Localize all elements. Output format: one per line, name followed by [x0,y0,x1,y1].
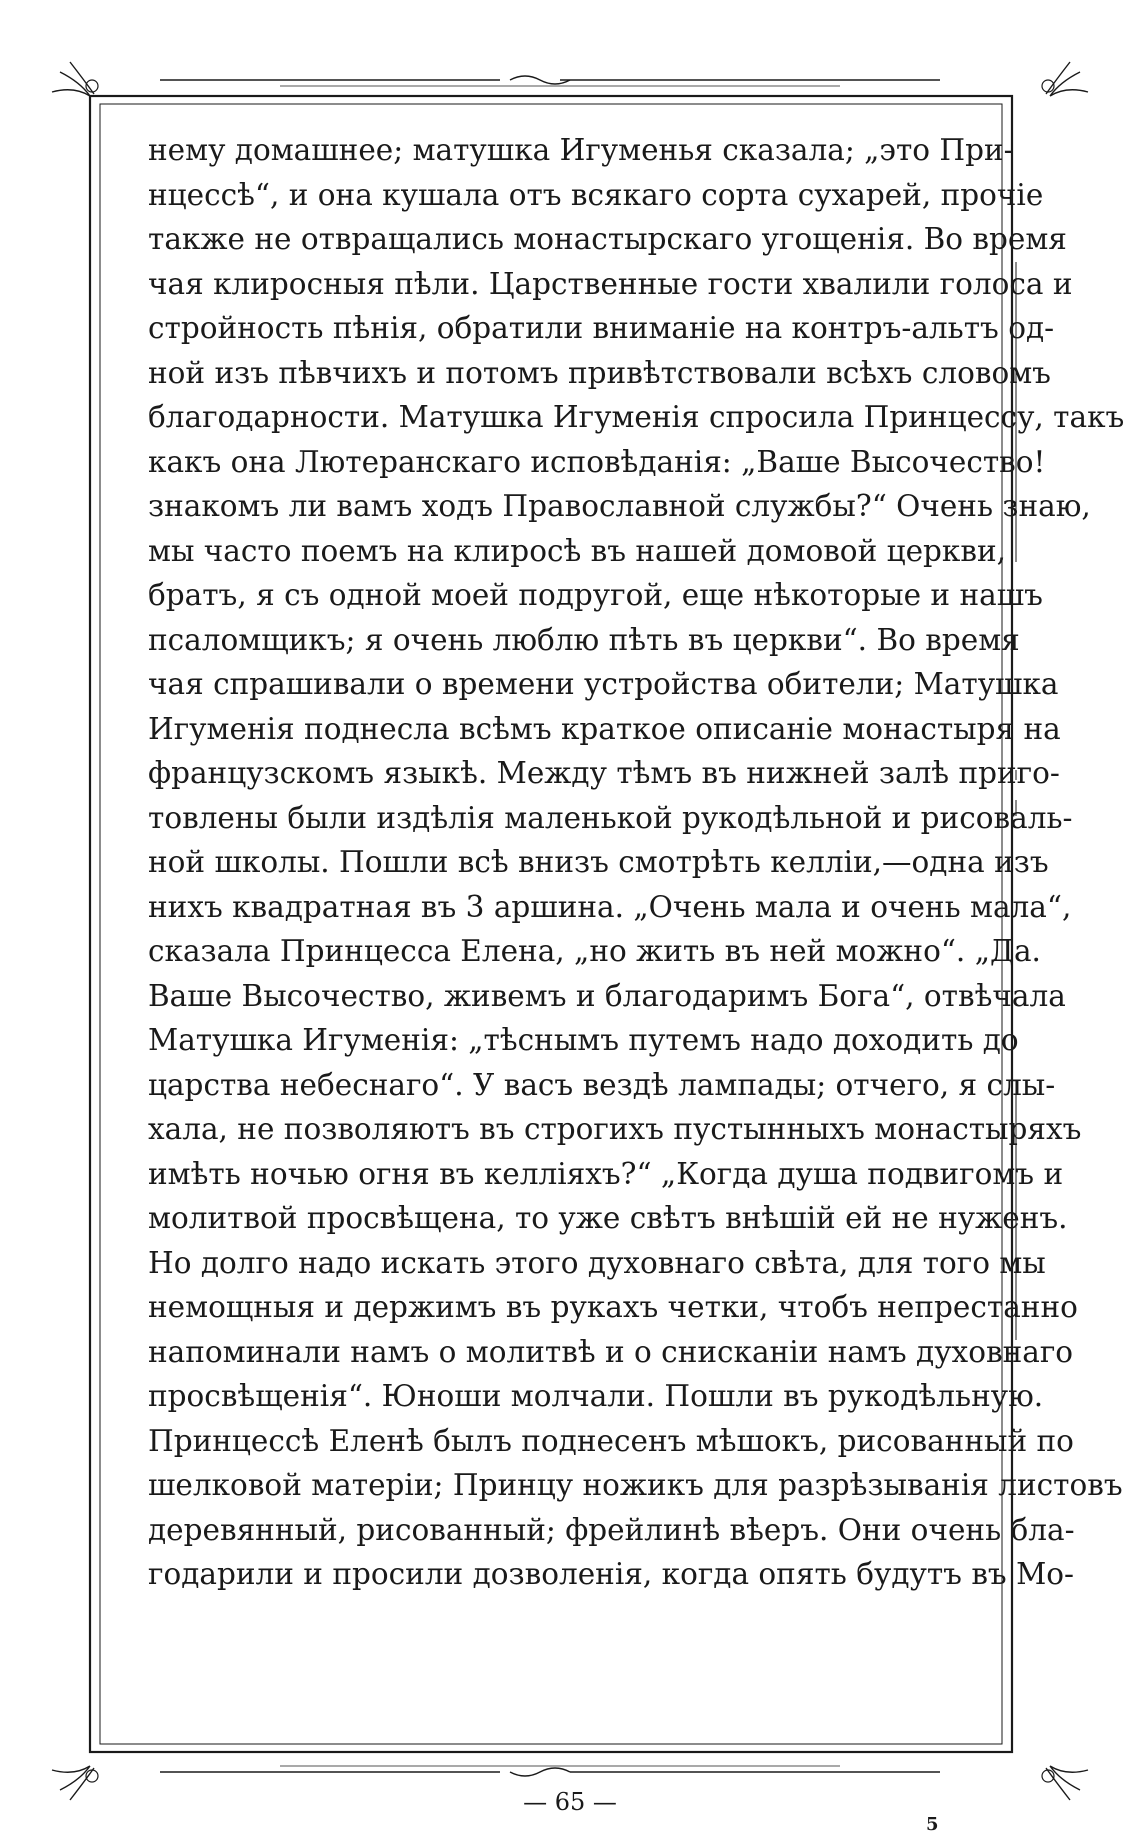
text-line: годарили и просили дозволенiя, когда опять будутъ въ Мо- [148,1557,1075,1591]
text-line: Принцессѣ Еленѣ былъ поднесенъ мѣшокъ, рисованный по [148,1423,1074,1458]
text-line: чая клиросныя пѣли. Царственные гости хвалили голоса и [148,266,1073,301]
text-line: благодарности. Матушка Игуменiя спросила Принцессу, такъ [148,400,1125,434]
text-line: французскомъ языкѣ. Между тѣмъ въ нижней залѣ приго- [148,756,1060,790]
body-text [148,128,1125,1597]
text-line: какъ она Лютеранскаго исповѣданiя: „Ваше Высочество! [148,444,1046,479]
text-line: нему домашнее; матушка Игуменья сказала; „это При- [148,133,1014,167]
text-line: также не отвращались монастырскаго угощенiя. Во время [148,222,1067,256]
text-line: псаломщикъ; я очень люблю пѣть въ церкви“. Во время [148,622,1020,657]
text-line: нцессѣ“, и она кушала отъ всякаго сорта сухарей, прочiе [148,177,1044,212]
text-line: молитвой просвѣщена, то уже свѣтъ внѣшiй ей не нуженъ. [148,1201,1068,1235]
signature-mark: 5 [926,1814,939,1835]
text-line: напоминали намъ о молитвѣ и о снисканiи намъ духовнаго [148,1334,1074,1369]
text-line: Но долго надо искать этого духовнаго свѣта, для того мы [148,1245,1046,1280]
text-line: сказала Принцесса Елена, „но жить въ ней можно“. „Да. [148,934,1041,968]
text-line: чая спрашивали о времени устройства обители; Матушка [148,667,1059,701]
text-line: ной школы. Пошли всѣ внизъ смотрѣть келлiи,—одна изъ [148,845,1049,879]
text-line: немощныя и держимъ въ рукахъ четки, чтобъ непрестанно [148,1290,1078,1324]
text-line: деревянный, рисованный; фрейлинѣ вѣеръ. Они очень бла- [148,1512,1075,1547]
text-line: Ваше Высочество, живемъ и благодаримъ Бога“, отвѣчала [148,978,1066,1013]
text-line: товлены были издѣлiя маленькой рукодѣльной и рисоваль- [148,800,1073,835]
text-line: Матушка Игуменiя: „тѣснымъ путемъ надо доходить до [148,1023,1019,1057]
text-line: братъ, я съ одной моей подругой, еще нѣкоторые и нашъ [148,578,1043,612]
text-line: Игуменiя поднесла всѣмъ краткое описанiе монастыря на [148,711,1061,746]
text-line: нихъ квадратная въ 3 аршина. „Очень мала и очень мала“, [148,889,1072,924]
page-number: — 65 — [523,1788,617,1816]
text-line: ной изъ пѣвчихъ и потомъ привѣтствовали всѣхъ словомъ [148,355,1051,390]
text-line: шелковой матерiи; Принцу ножикъ для разрѣзыванiя листовъ [148,1468,1123,1502]
text-line: просвѣщенiя“. Юноши молчали. Пошли въ рукодѣльную. [148,1379,1044,1413]
text-line: царства небеснаго“. У васъ вездѣ лампады; отчего, я слы- [148,1067,1056,1102]
text-line: имѣть ночью огня въ келлiяхъ?“ „Когда душа подвигомъ и [148,1156,1064,1191]
text-line: хала, не позволяютъ въ строгихъ пустынныхъ монастыряхъ [148,1112,1082,1146]
text-line: стройность пѣнiя, обратили вниманiе на контръ-альтъ од- [148,311,1055,345]
text-line: мы часто поемъ на клиросѣ въ нашей домовой церкви, [148,533,1007,568]
text-line: знакомъ ли вамъ ходъ Православной службы?“ Очень знаю, [148,489,1091,523]
